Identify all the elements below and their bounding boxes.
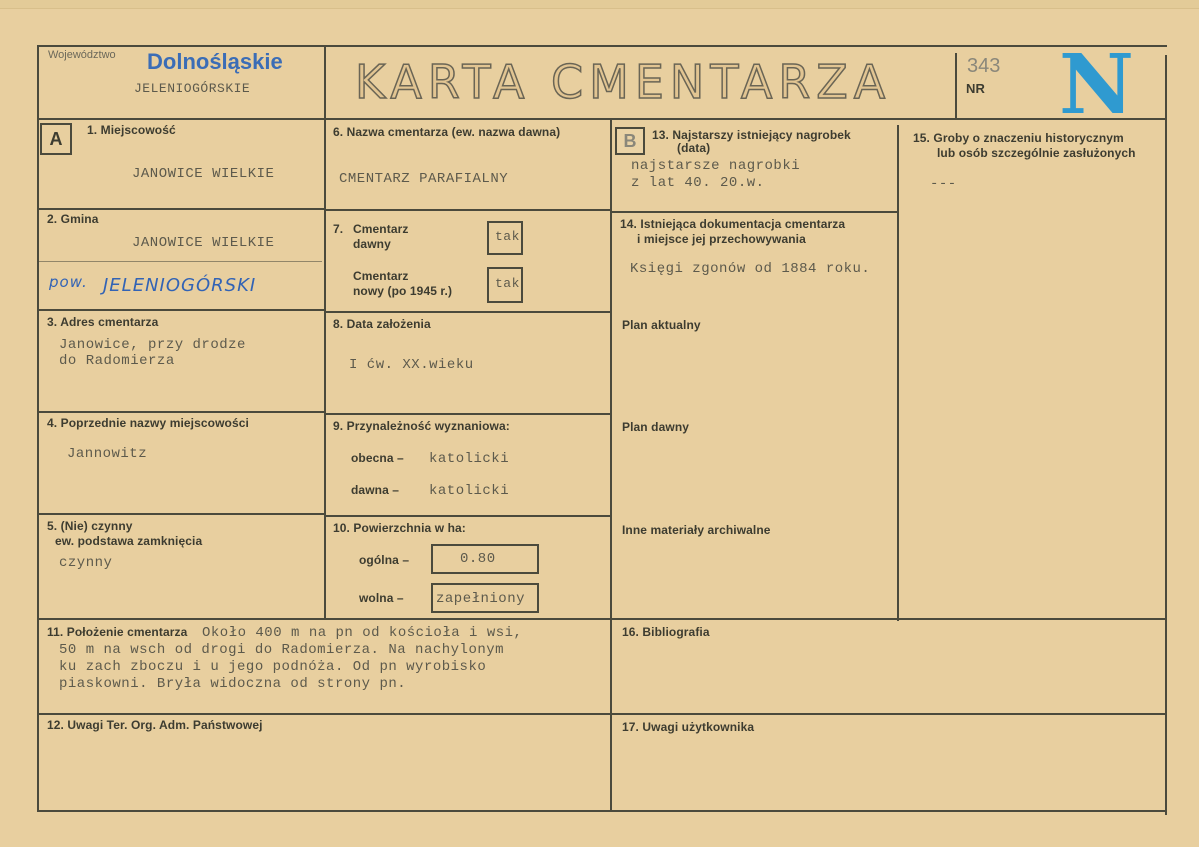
field2-label: 2. Gmina	[47, 212, 99, 226]
field3-value-line1[interactable]: Janowice, przy drodze	[59, 337, 246, 353]
field5-label-line1: 5. (Nie) czynny	[47, 519, 133, 533]
divider	[37, 208, 324, 210]
field8-label: 8. Data założenia	[333, 317, 431, 331]
nr-letter: N	[1059, 37, 1134, 133]
field16-label: 16. Bibliografia	[622, 625, 710, 639]
card-title: KARTA CMENTARZA	[355, 55, 892, 109]
field10-free-label: wolna –	[359, 591, 404, 605]
field7-new-box[interactable]	[487, 267, 523, 303]
col-divider-1	[324, 118, 326, 618]
voivodeship-value: Dolnośląskie	[147, 49, 283, 74]
field11-line1[interactable]: Około 400 m na pn od kościoła i wsi,	[202, 625, 523, 641]
field9-current-value[interactable]: katolicki	[429, 451, 510, 467]
field4-value[interactable]: Jannowitz	[67, 446, 148, 462]
divider	[324, 209, 610, 211]
field10-total-label: ogólna –	[359, 553, 410, 567]
field11-line4[interactable]: piaskowni. Bryła widoczna od strony pn.	[59, 676, 407, 692]
section-a-badge: A	[40, 123, 72, 155]
divider	[324, 413, 610, 415]
divider	[37, 309, 324, 311]
divider	[612, 211, 897, 213]
field3-value-line2[interactable]: do Radomierza	[59, 353, 175, 369]
field15-label-line1: 15. Groby o znaczeniu historycznym	[913, 131, 1124, 145]
field3-label: 3. Adres cmentarza	[47, 315, 159, 329]
divider	[324, 311, 610, 313]
field13-value-line2[interactable]: z lat 40. 20.w.	[631, 175, 765, 191]
field11-line3[interactable]: ku zach zboczu i u jego podnóża. Od pn wyrobisko	[59, 659, 487, 675]
divider-thin	[37, 261, 322, 262]
field9-former-value[interactable]: katolicki	[429, 483, 510, 499]
field7-new-value: tak	[495, 276, 520, 291]
divider	[324, 515, 610, 517]
field6-label: 6. Nazwa cmentarza (ew. nazwa dawna)	[333, 125, 561, 139]
field10-free-value: zapełniony	[436, 591, 526, 607]
field11-label: 11. Położenie cmentarza	[47, 625, 188, 639]
field13-value-line1[interactable]: najstarsze nagrobki	[631, 158, 801, 174]
pow-value[interactable]: JELENIOGÓRSKI	[103, 275, 257, 296]
old-voivodeship: JELENIOGÓRSKIE	[134, 81, 251, 96]
frame-left	[37, 45, 39, 812]
plan-current-label: Plan aktualny	[622, 318, 701, 332]
field9-former-label: dawna –	[351, 483, 400, 497]
field10-free-box[interactable]	[431, 583, 539, 613]
field15-label-line2: lub osób szczególnie zasłużonych	[937, 146, 1136, 160]
field14-label-line1: 14. Istniejąca dokumentacja cmentarza	[620, 217, 846, 231]
frame-right	[1165, 55, 1167, 815]
field7-old-label-line2: dawny	[353, 237, 391, 251]
field5-value[interactable]: czynny	[59, 555, 113, 571]
divider	[37, 513, 324, 515]
field7-new-label-line1: Cmentarz	[353, 269, 409, 283]
field10-total-box[interactable]	[431, 544, 539, 574]
field7-new-label-line2: nowy (po 1945 r.)	[353, 284, 453, 298]
field10-label: 10. Powierzchnia w ha:	[333, 521, 466, 535]
field8-value[interactable]: I ćw. XX.wieku	[349, 357, 474, 373]
field5-label-line2: ew. podstawa zamknięcia	[55, 534, 203, 548]
header-split-2	[955, 53, 957, 119]
nr-label: NR	[966, 81, 985, 96]
paper-edge	[0, 0, 1199, 9]
col-divider-3	[897, 125, 899, 621]
field9-label: 9. Przynależność wyznaniowa:	[333, 419, 510, 433]
field2-value[interactable]: JANOWICE WIELKIE	[132, 235, 275, 251]
section-b-badge: B	[615, 127, 645, 155]
divider	[37, 713, 1167, 715]
field7-old-value: tak	[495, 229, 520, 244]
nr-pencil-number: 343	[967, 55, 1001, 77]
field10-total-value: 0.80	[460, 551, 496, 567]
field13-label-line1: 13. Najstarszy istniejący nagrobek	[652, 128, 851, 142]
field12-label: 12. Uwagi Ter. Org. Adm. Państwowej	[47, 718, 263, 732]
frame-top	[37, 45, 1167, 47]
field7-old-label-line1: Cmentarz	[353, 222, 409, 236]
field6-value[interactable]: CMENTARZ PARAFIALNY	[339, 171, 509, 187]
divider	[37, 411, 324, 413]
field14-value[interactable]: Księgi zgonów od 1884 roku.	[630, 261, 871, 277]
field13-label-line2: (data)	[677, 141, 711, 155]
pow-label: pow.	[49, 273, 88, 291]
plan-old-label: Plan dawny	[622, 420, 690, 434]
field9-current-label: obecna –	[351, 451, 404, 465]
divider	[37, 618, 1167, 620]
header-divider	[37, 118, 1167, 120]
voivodeship-label: Województwo	[48, 49, 116, 61]
field17-label: 17. Uwagi użytkownika	[622, 720, 755, 734]
header-split-1	[324, 45, 326, 118]
field11-line2[interactable]: 50 m na wsch od drogi do Radomierza. Na nachylonym	[59, 642, 505, 658]
field14-label-line2: i miejsce jej przechowywania	[637, 232, 806, 246]
field7-number: 7.	[333, 222, 344, 236]
cemetery-card	[37, 37, 1167, 812]
col-divider-2	[610, 118, 612, 812]
field1-value[interactable]: JANOWICE WIELKIE	[132, 166, 275, 182]
frame-bottom	[37, 810, 1167, 812]
field4-label: 4. Poprzednie nazwy miejscowości	[47, 416, 249, 430]
field15-value[interactable]: ---	[930, 176, 957, 192]
archives-label: Inne materiały archiwalne	[622, 523, 771, 537]
field1-label: 1. Miejscowość	[87, 123, 176, 137]
field7-old-box[interactable]	[487, 221, 523, 255]
